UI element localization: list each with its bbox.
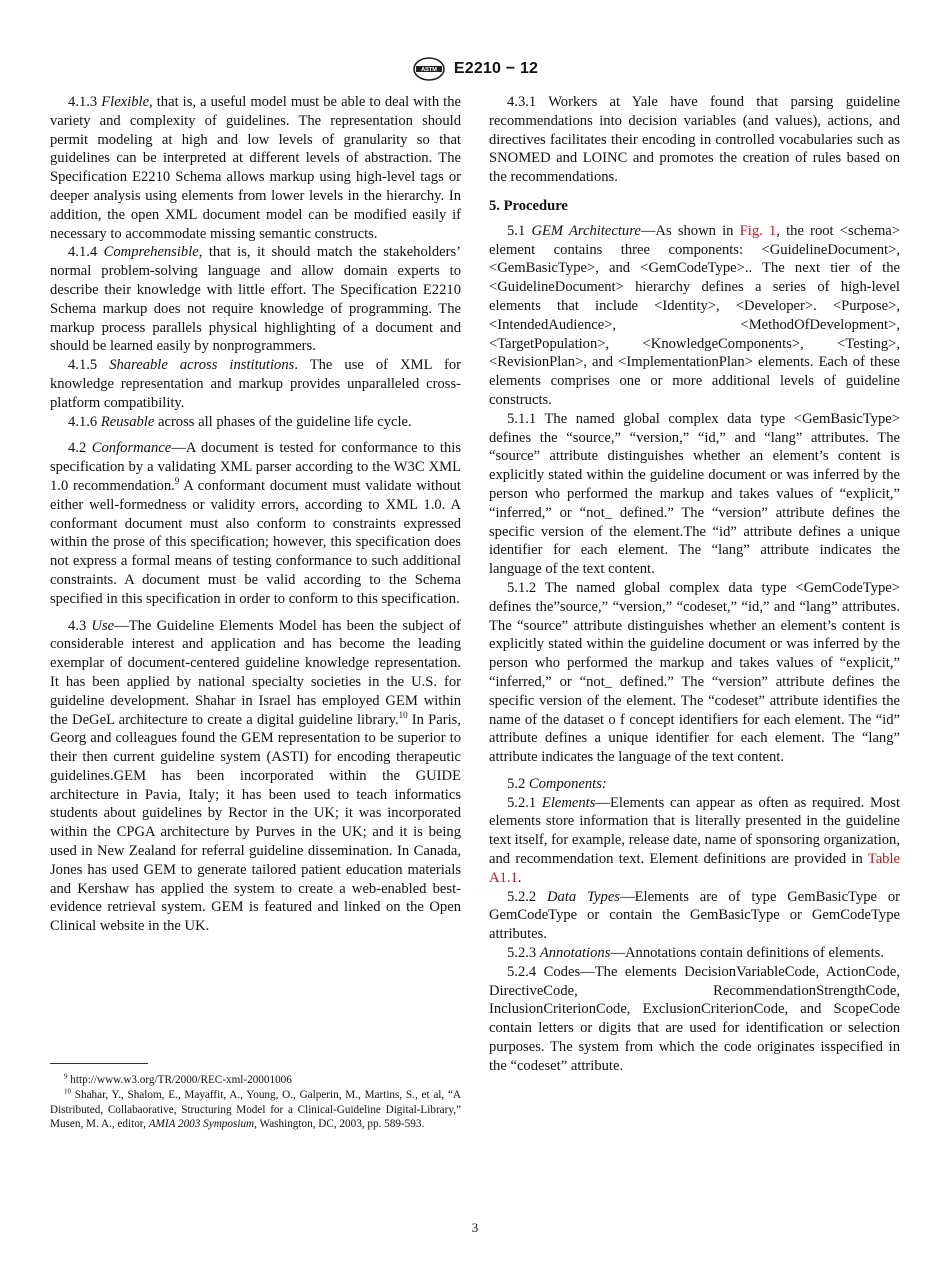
paragraph-5-2-2: 5.2.2 Data Types—Elements are of type GemBasicType or GemCodeType or contain the GemBasicType or GemCodeType attributes.	[489, 888, 901, 943]
svg-text:ASTM: ASTM	[420, 67, 437, 74]
paragraph-5-2-1: 5.2.1 Elements—Elements can appear as often as required. Most elements store information that is literally presented in the guideline text itself, for example, release date, name of sponsoring organization, and recommendation text. Element definitions are provided in Table A1.1.	[489, 794, 900, 886]
astm-logo-icon	[412, 57, 446, 81]
right-column	[489, 93, 900, 1076]
paragraph-5-1-2: 5.1.2 The named global complex data type <GemCodeType> defines the”source,” “version,” “codeset,” “id,” and “lang” attributes. The “source” attribute distinguishes whether an element’s content is explicitly stated within the guideline document or was inferred by the person who performed the markup and takes values of “explicit,” “inferred,” or “not_ defined.” The “version” attribute defines the specific version of the element. The “codeset” attribute identifies the name of the dataset o f concept identifiers for each element. The “id” attribute defines a unique identifier for each element. The “lang” attribute indicates the language of the text content.	[489, 579, 900, 766]
footnote-ref-10[interactable]: 10	[398, 709, 408, 720]
paragraph-5-2: 5.2 Components:	[507, 775, 607, 792]
paragraph-5-1: 5.1 GEM Architecture—As shown in Fig. 1, the root <schema> element contains three components: <GuidelineDocument>, <GemBasicType>, and <GemCodeType>.. The next tier of the <GuidelineDocument> hierarchy defines a series of high-level elements that include <Identity>, <Developer>. <Purpose>, <IntendedAudience>, <MethodOfDevelopment>, <TargetPopulation>, <KnowledgeComponents>, <Testing>, <RevisionPlan>, and <ImplementationPlan> elements. Each of these elements comprises one or more additional levels of guideline constructs.	[489, 222, 901, 408]
footnote-divider	[50, 1063, 148, 1064]
paragraph-5-2-3: 5.2.3 Annotations—Annotations contain definitions of elements.	[507, 945, 884, 962]
figure-1-link[interactable]: Fig. 1	[739, 222, 777, 239]
paragraph-4-1-5: 4.1.5 Shareable across institutions. The use of XML for knowledge representation and markup provides unparalleled cross-platform compatibility.	[50, 357, 461, 411]
paragraph-4-1-6: 4.1.6 Reusable across all phases of the guideline life cycle.	[68, 413, 412, 430]
footnote-ref-9[interactable]: 9	[174, 476, 180, 487]
footnote-9: $^9$ http://www.w3.org/TR/2000/REC-xml-20001006	[64, 1072, 292, 1086]
paragraph-5-1-1: 5.1.1 The named global complex data type <GemBasicType> defines the “source,” “version,” “id,” and “lang” attributes. The “source” attribute distinguishes whether an element’s content is explicitly stated within the guideline document or was inferred by the person who performed the markup and takes values of “explicit,” “inferred,” or “not_ defined.” The “version” attribute defines the specific version of the element.The “id” attribute defines a unique identifier for each element. The “lang” attribute indicates the language of the text content.	[489, 410, 900, 578]
page-header	[0, 56, 950, 82]
paragraph-4-1-4: 4.1.4 Comprehensible, that is, it should match the stakeholders’ normal problem-solving language and allow domain experts to describe their knowledge with little effort. The Specification E2210 Schema markup does not require knowledge of programming. The markup process parallels physical highlighting of a document and should be learned easily by nonprogrammers.	[50, 244, 461, 355]
paragraph-4-3: 4.3 Use—The Guideline Elements Model has been the subject of considerable interest and application and has become the leading exemplar of document-centered guideline knowledge representation. It has been applied by national specialty societies in the U.S. for guideline development. Shahar in Israel has employed GEM within the DeGeL architecture to create a digital guideline library.$^{10}$ In Paris, Georg and colleagues found the GEM representation to be superior to their then current guideline system (ASTI) for encoding therapeutic guidelines.GEM has been incorporated within the GUIDE architecture in Pavia, Italy; it has been used to teach informatics students about guidelines by Rector in the UK; it was incorporated within the CPGA architecture by Purves in the UK; and it is being used in New Zealand for referral guideline dissemination. In Canada, Jones has used GEM to generate tailored patient education materials and Kershaw has applied the system to create a web-enabled best-evidence retrieval system. GEM is featured and linked on the Open Clinical website in the UK.	[50, 617, 461, 935]
section-heading-procedure: 5. Procedure	[489, 197, 568, 214]
left-column	[50, 93, 461, 936]
page-number: 3	[471, 1220, 479, 1235]
paragraph-5-2-4: 5.2.4 Codes—The elements DecisionVariableCode, ActionCode, DirectiveCode, RecommendationStrengthCode, InclusionCriterionCode, ExclusionCriterionCode, and ScopeCode contain letters or digits that are used for identification or selection purposes. The system from which the code originates isspecified in the “codeset” attribute.	[489, 963, 900, 1074]
paragraph-4-3-1: 4.3.1 Workers at Yale have found that parsing guideline recommendations into decision variables (and values), actions, and directives facilitates their encoding in controlled vocabularies such as SNOMED and LOINC and promotes the creation of rules based on the recommendations.	[489, 94, 900, 186]
footnotes	[50, 1073, 461, 1132]
paragraph-4-1-3: 4.1.3 Flexible, that is, a useful model must be able to deal with the variety and complexity of guidelines. The representation should permit modeling at high and low levels of granularity so that guidelines can be interpreted at different levels of abstraction. The Specification E2210 Schema allows markup using high-level tags or deeper analysis using elements from lower levels in the hierarchy. In addition, the open XML document model can be modified easily if necessary to accommodate missing semantic constructs.	[50, 94, 461, 242]
table-a1-1-link[interactable]: Table A1.1	[489, 851, 900, 886]
footnote-10: $^{10}$ Shahar, Y., Shalom, E., Mayaffit, A., Young, O., Galperin, M., Martins, S., et al, “A Distributed, Collabaorative, Structuring Model for a Clinical-Guideline Digital-Library,” Musen, M. A., editor, AMIA 2003 Symposium, Washington, DC, 2003, pp. 589-593.	[50, 1087, 461, 1131]
paragraph-4-2: 4.2 Conformance—A document is tested for conformance to this specification by a validating XML parser according to the W3C XML 1.0 recommendation.$^9$ A conformant document must validate without either well-formedness or validity errors, according to XML 1.0. A conformant document must also conform to constraints expressed within the prose of this specification; however, this specification does not express a formal means of testing conformance to such additional constraints. A document must be valid according to the Schema specified in this specification in order to conform to this specification.	[50, 440, 462, 607]
standard-designation: E2210 − 12	[453, 60, 539, 77]
